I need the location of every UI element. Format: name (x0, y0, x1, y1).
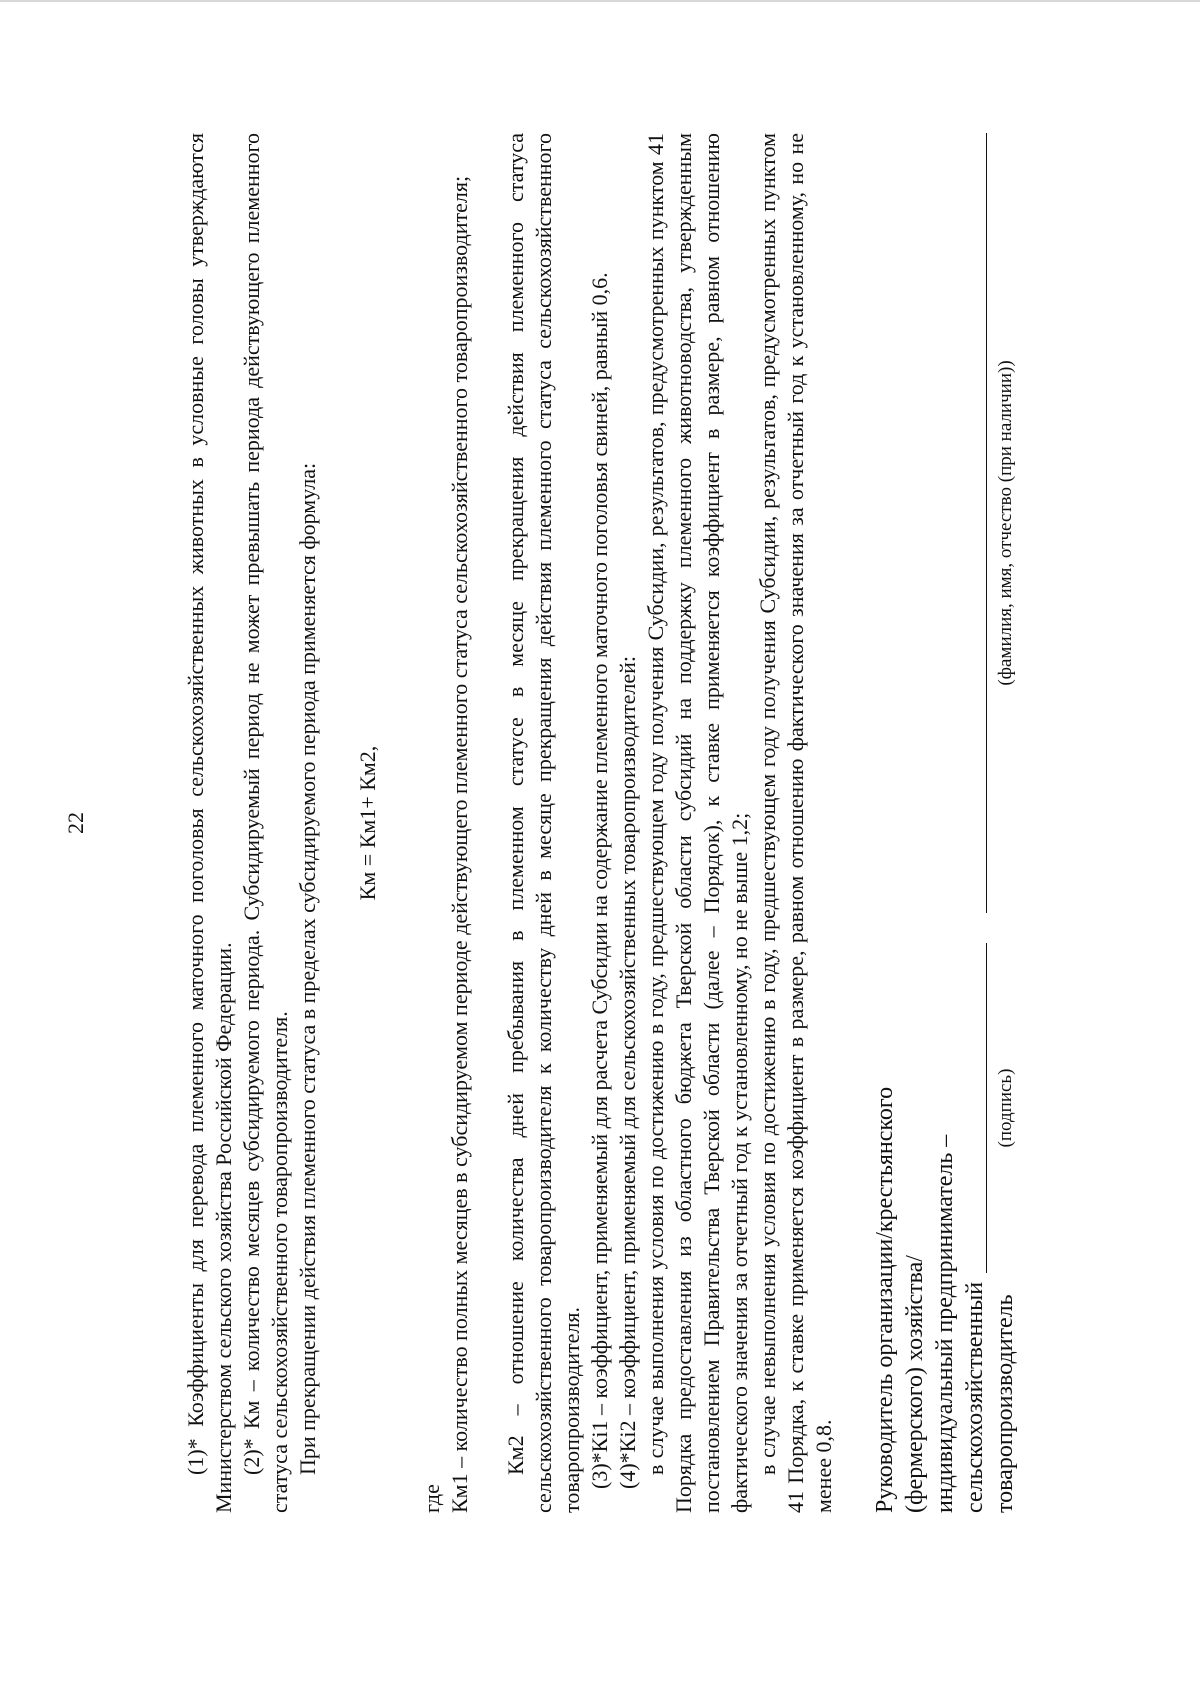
coefficient-k2: (4)*Кi2 – коэффициент, применяемый для сельскохозяйственных товаропроизводителей: (615, 655, 640, 1489)
head-title: Руководитель организации/крестьянского (фермерского) хозяйства/индивидуальный предприниматель – сельскохозяйственный товаропроизводитель (872, 1086, 1018, 1513)
footnote-2: (2)* Км – количество месяцев субсидируемого периода. Субсидируемый период не может превышать периода действующего племенного статуса сельскохозяйственного товаропроизводителя. (239, 133, 292, 1513)
coefficient-k1: (3)*Кi1 – коэффициент, применяемый для расчета Субсидии на содержание племенного маточного поголовья свиней, равный 0,6. (587, 272, 612, 1489)
termination-rule: При прекращении действия племенного статуса в пределах субсидируемого периода применяется формула: (295, 462, 320, 1475)
formula: Км = Км1+ Км2, (355, 745, 380, 901)
name-caption: (фамилия, имя, отчество (при наличии)) (995, 360, 1016, 686)
page-number: 22 (63, 812, 88, 834)
signature-caption: (подпись) (995, 1068, 1016, 1148)
where-label: где (419, 1484, 444, 1513)
signature-block (870, 133, 1018, 1513)
signature-line (986, 943, 987, 1273)
km2-definition: Км2 – отношение количества дней пребывания в племенном статусе в месяце прекращения действия племенного статуса сельскохозяйственного товаропроизводителя к количеству дней в месяце прекращения действия племенного статуса сельскохозяйственного товаропроизводителя. (503, 133, 584, 1513)
case-fulfilled: в случае выполнения условия по достижению в году, предшествующем году получения Субсидии, результатов, предусмотренных пунктом 41 Порядка предоставления из областного бюджета Тверской области субсидий на поддержку племенного животноводства, утвержденным постановлением Правительства Тверской области (далее – Порядок), к ставке применяется коэффициент в размере, равном отношению фактического значения за отчетный год к установленному, но не выше 1,2; (643, 133, 752, 1513)
footnote-1: (1)* Коэффициенты для перевода племенного маточного поголовья сельскохозяйственных животных в условные головы утверждаются Министерством сельского хозяйства Российской Федерации. (183, 133, 236, 1513)
km1-definition: Км1 – количество полных месяцев в субсидируемом периоде действующего племенного статуса сельскохозяйственного товаропроизводителя; (447, 175, 472, 1513)
case-not-fulfilled: в случае невыполнения условия по достижению в году, предшествующем году получения Субсидии, результатов, предусмотренных пунктом 41 Порядка, к ставке применяется коэффициент в размере, равном отношению фактического значения за отчетный год к установленному, но не менее 0,8. (755, 133, 836, 1513)
name-line (986, 133, 987, 913)
